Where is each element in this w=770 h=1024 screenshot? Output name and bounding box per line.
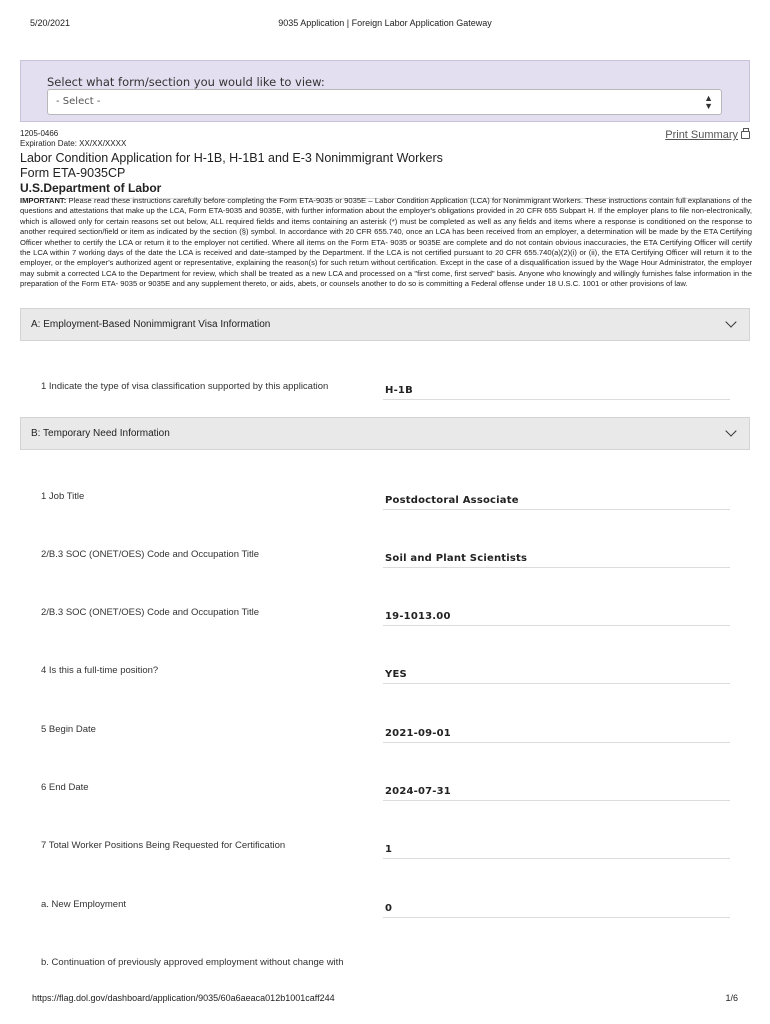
select-arrows-icon: ▲ ▼ [704, 93, 713, 111]
field-question: b. Continuation of previously approved employment without change with [41, 957, 344, 968]
field-answer: 1 [385, 844, 393, 855]
form-id: Form ETA-9035CP [20, 166, 126, 180]
field-question: 5 Begin Date [41, 724, 96, 735]
field-answer: Postdoctoral Associate [385, 495, 519, 506]
field-underline [383, 800, 730, 801]
field-underline [383, 509, 730, 510]
field-underline [383, 683, 730, 684]
field-underline [383, 917, 730, 918]
field-question: a. New Employment [41, 899, 127, 910]
field-underline [383, 742, 730, 743]
field-underline [383, 625, 730, 626]
print-summary-label: Print Summary [665, 129, 738, 141]
section-selector-label: Select what form/section you would like to view: [47, 75, 325, 89]
important-instructions [20, 196, 752, 290]
field-question: 4 Is this a full-time position? [41, 665, 159, 676]
field-answer: Soil and Plant Scientists [385, 553, 528, 564]
field-answer: 0 [385, 903, 393, 914]
field-answer: YES [385, 669, 407, 680]
field-underline [383, 399, 730, 400]
form-title-block [20, 151, 715, 199]
print-icon [741, 131, 750, 139]
field-answer: 19-1013.00 [385, 611, 451, 622]
field-begin-date [20, 724, 752, 748]
chevron-down-icon[interactable] [725, 316, 736, 327]
print-summary-link[interactable] [665, 129, 750, 141]
important-text: Please read these instructions carefully before completing the Form ETA-9035 or 9035E – Labor Condition Application (LCA) for Nonimmigrant Workers. These instructions contain full explanations of the questions and attestations that make up the LCA, Form ETA-9035 and 9035E, with further information about the employer's obligations provided in 20 CFR 655 Subpart H. If the employer plans to file non-electronically, which is allowed only for certain reasons set out below, ALL required fields and items containing an asterisk (*) must be completed as well as any fields and items where a response is conditioned on the response to another required section/field or item as indicated by the section (§) symbol. In accordance with 20 CFR 655.740, once an LCA has been received from an employer, a determination will be made by the ETA Certifying Officer whether to certify the LCA or return it to the employer not certified. Where all items on the Form ETA- 9035 or 9035E are complete and do not contain obvious inaccuracies, the ETA Certifying Officer will certify the LCA within 7 working days of the date the LCA is received and date-stamped by the Department. If the LCA is not certified pursuant to 20 CFR 655.740(a)(2)(i) or (ii), the ETA Certifying Officer will return it to the employer, or the employer's authorized agent or representative, explaining the reason(s) for such return without certification. Except in the case of a disqualification issued by the Wage Hour Administrator, the employer may submit a corrected LCA to the Department for review, which shall be treated as a new LCA and processed on a "first come, first served" basis. Anyone who knowingly and willingly furnishes false information in the preparation of the Form ETA- 9035 or 9035E and any supplement thereto, or aids, abets, or counsels another to do so is committing a Federal offense under 18 U.S.C. 1001 or other provisions of law. [20, 196, 752, 289]
page-number: 1/6 [725, 993, 738, 1003]
section-a-title: A: Employment-Based Nonimmigrant Visa Information [31, 319, 271, 330]
field-new-employment [20, 899, 752, 923]
omb-info [20, 129, 126, 149]
section-b-header[interactable] [20, 417, 750, 450]
field-question: 1 Job Title [41, 491, 85, 502]
field-underline [383, 858, 730, 859]
expiration-date: Expiration Date: XX/XX/XXXX [20, 139, 127, 148]
field-soc-title [20, 549, 752, 573]
field-job-title [20, 491, 752, 515]
section-b-title: B: Temporary Need Information [31, 428, 170, 439]
field-soc-code [20, 607, 752, 631]
section-selector-panel [20, 60, 750, 122]
field-total-positions [20, 840, 752, 864]
section-a-header[interactable] [20, 308, 750, 341]
print-date: 5/20/2021 [30, 18, 71, 28]
field-answer: H-1B [385, 385, 413, 396]
field-question: 1 Indicate the type of visa classification supported by this application [41, 381, 329, 392]
footer-url: https://flag.dol.gov/dashboard/application/9035/60a6aeaca012b1001caff244 [32, 993, 335, 1003]
field-end-date [20, 782, 752, 806]
chevron-down-icon[interactable] [725, 425, 736, 436]
field-question: 2/B.3 SOC (ONET/OES) Code and Occupation Title [41, 607, 260, 618]
section-select-value: - Select - [56, 96, 101, 107]
section-select[interactable] [47, 89, 722, 115]
field-continuation-employment [20, 957, 752, 981]
field-question: 2/B.3 SOC (ONET/OES) Code and Occupation Title [41, 549, 260, 560]
form-title: Labor Condition Application for H-1B, H-1B1 and E-3 Nonimmigrant Workers [20, 151, 443, 165]
field-underline [383, 567, 730, 568]
page-header [0, 18, 770, 32]
agency-name: U.S.Department of Labor [20, 181, 715, 199]
field-full-time [20, 665, 752, 689]
field-question: 6 End Date [41, 782, 89, 793]
field-question: 7 Total Worker Positions Being Requested for Certification [41, 840, 286, 851]
field-visa-classification [20, 381, 752, 405]
field-answer: 2021-09-01 [385, 728, 451, 739]
important-label: IMPORTANT: [20, 196, 67, 205]
field-answer: 2024-07-31 [385, 786, 451, 797]
omb-number: 1205-0466 [20, 129, 59, 138]
page-title: 9035 Application | Foreign Labor Application Gateway [278, 18, 492, 28]
